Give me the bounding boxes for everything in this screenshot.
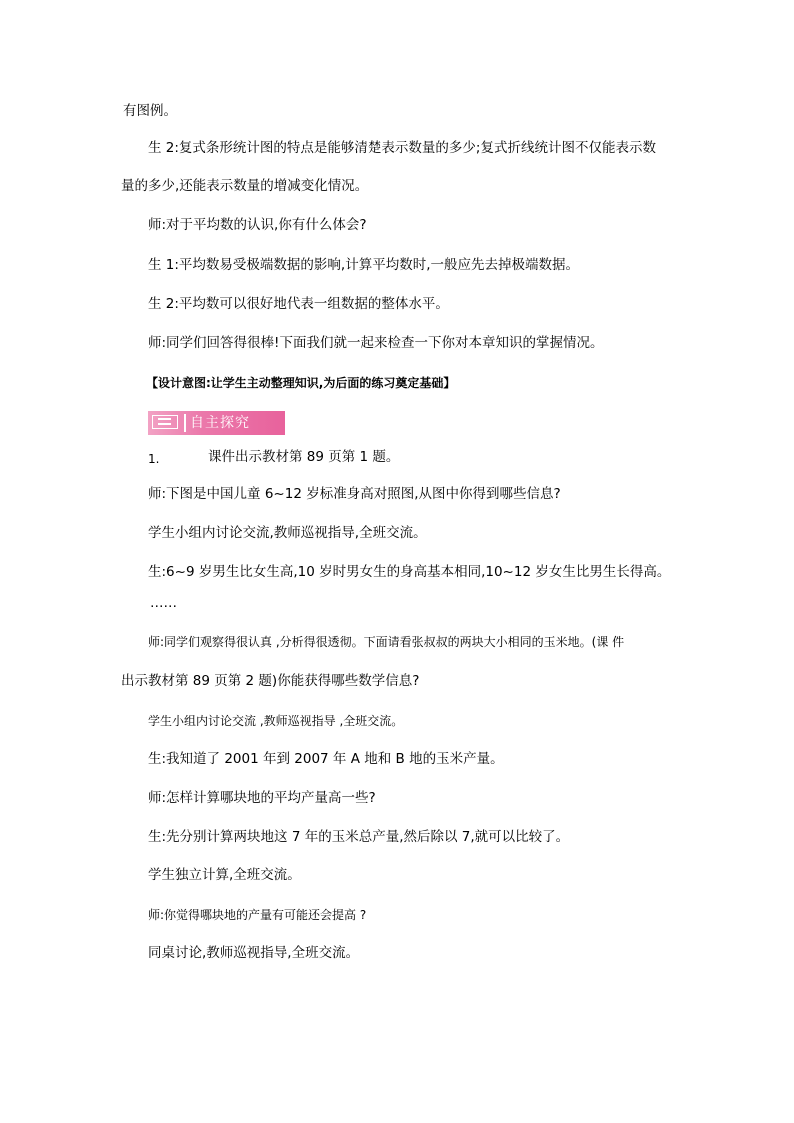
paragraph-line: 生:先分别计算两块地这 7 年的玉米总产量,然后除以 7,就可以比较了。 [148,829,570,845]
section-divider [184,414,186,432]
paragraph-line: 同桌讨论,教师巡视指导,全班交流。 [148,945,360,961]
design-intent-note: 【设计意图:让学生主动整理知识,为后面的练习奠定基础】 [146,376,456,390]
section-title: 自主探究 [190,415,250,431]
paragraph-line: 生 2:复式条形统计图的特点是能够清楚表示数量的多少;复式折线统计图不仅能表示数 [148,140,656,156]
paragraph-line: 师:同学们回答得很棒!下面我们就一起来检查一下你对本章知识的掌握情况。 [148,335,604,351]
paragraph-line: 生 2:平均数可以很好地代表一组数据的整体水平。 [148,296,449,312]
paragraph-line: 师:下图是中国儿童 6~12 岁标准身高对照图,从图中你得到哪些信息? [148,486,561,502]
item-text: 课件出示教材第 89 页第 1 题。 [208,449,400,465]
paragraph-line: 学生独立计算,全班交流。 [148,867,301,883]
paragraph-line: 师:你觉得哪块地的产量有可能还会提高 ? [148,908,367,922]
paragraph-line: 生:我知道了 2001 年到 2007 年 A 地和 B 地的玉米产量。 [148,751,504,767]
paragraph-line: 师:怎样计算哪块地的平均产量高一些? [148,790,376,806]
paragraph-line: 生 1:平均数易受极端数据的影响,计算平均数时,一般应先去掉极端数据。 [148,257,580,273]
section-number-icon [152,415,178,429]
paragraph-line: 学生小组内讨论交流 ,教师巡视指导 ,全班交流。 [148,714,404,728]
section-header [148,411,285,435]
paragraph-line: 量的多少,还能表示数量的增减变化情况。 [121,178,369,194]
paragraph-line: 学生小组内讨论交流,教师巡视指导,全班交流。 [148,525,427,541]
paragraph-line: 师:同学们观察得很认真 ,分析得很透彻。下面请看张叔叔的两块大小相同的玉米地。(课 件 [148,635,625,649]
paragraph-line: 师:对于平均数的认识,你有什么体会? [148,217,367,233]
ellipsis: …… [150,595,177,611]
paragraph-line: 出示教材第 89 页第 2 题)你能获得哪些数学信息? [121,673,420,689]
item-number: 1. [148,452,160,466]
paragraph-line: 有图例。 [123,103,177,119]
paragraph-line: 生:6~9 岁男生比女生高,10 岁时男女生的身高基本相同,10~12 岁女生比男生长得高。 [148,564,671,580]
